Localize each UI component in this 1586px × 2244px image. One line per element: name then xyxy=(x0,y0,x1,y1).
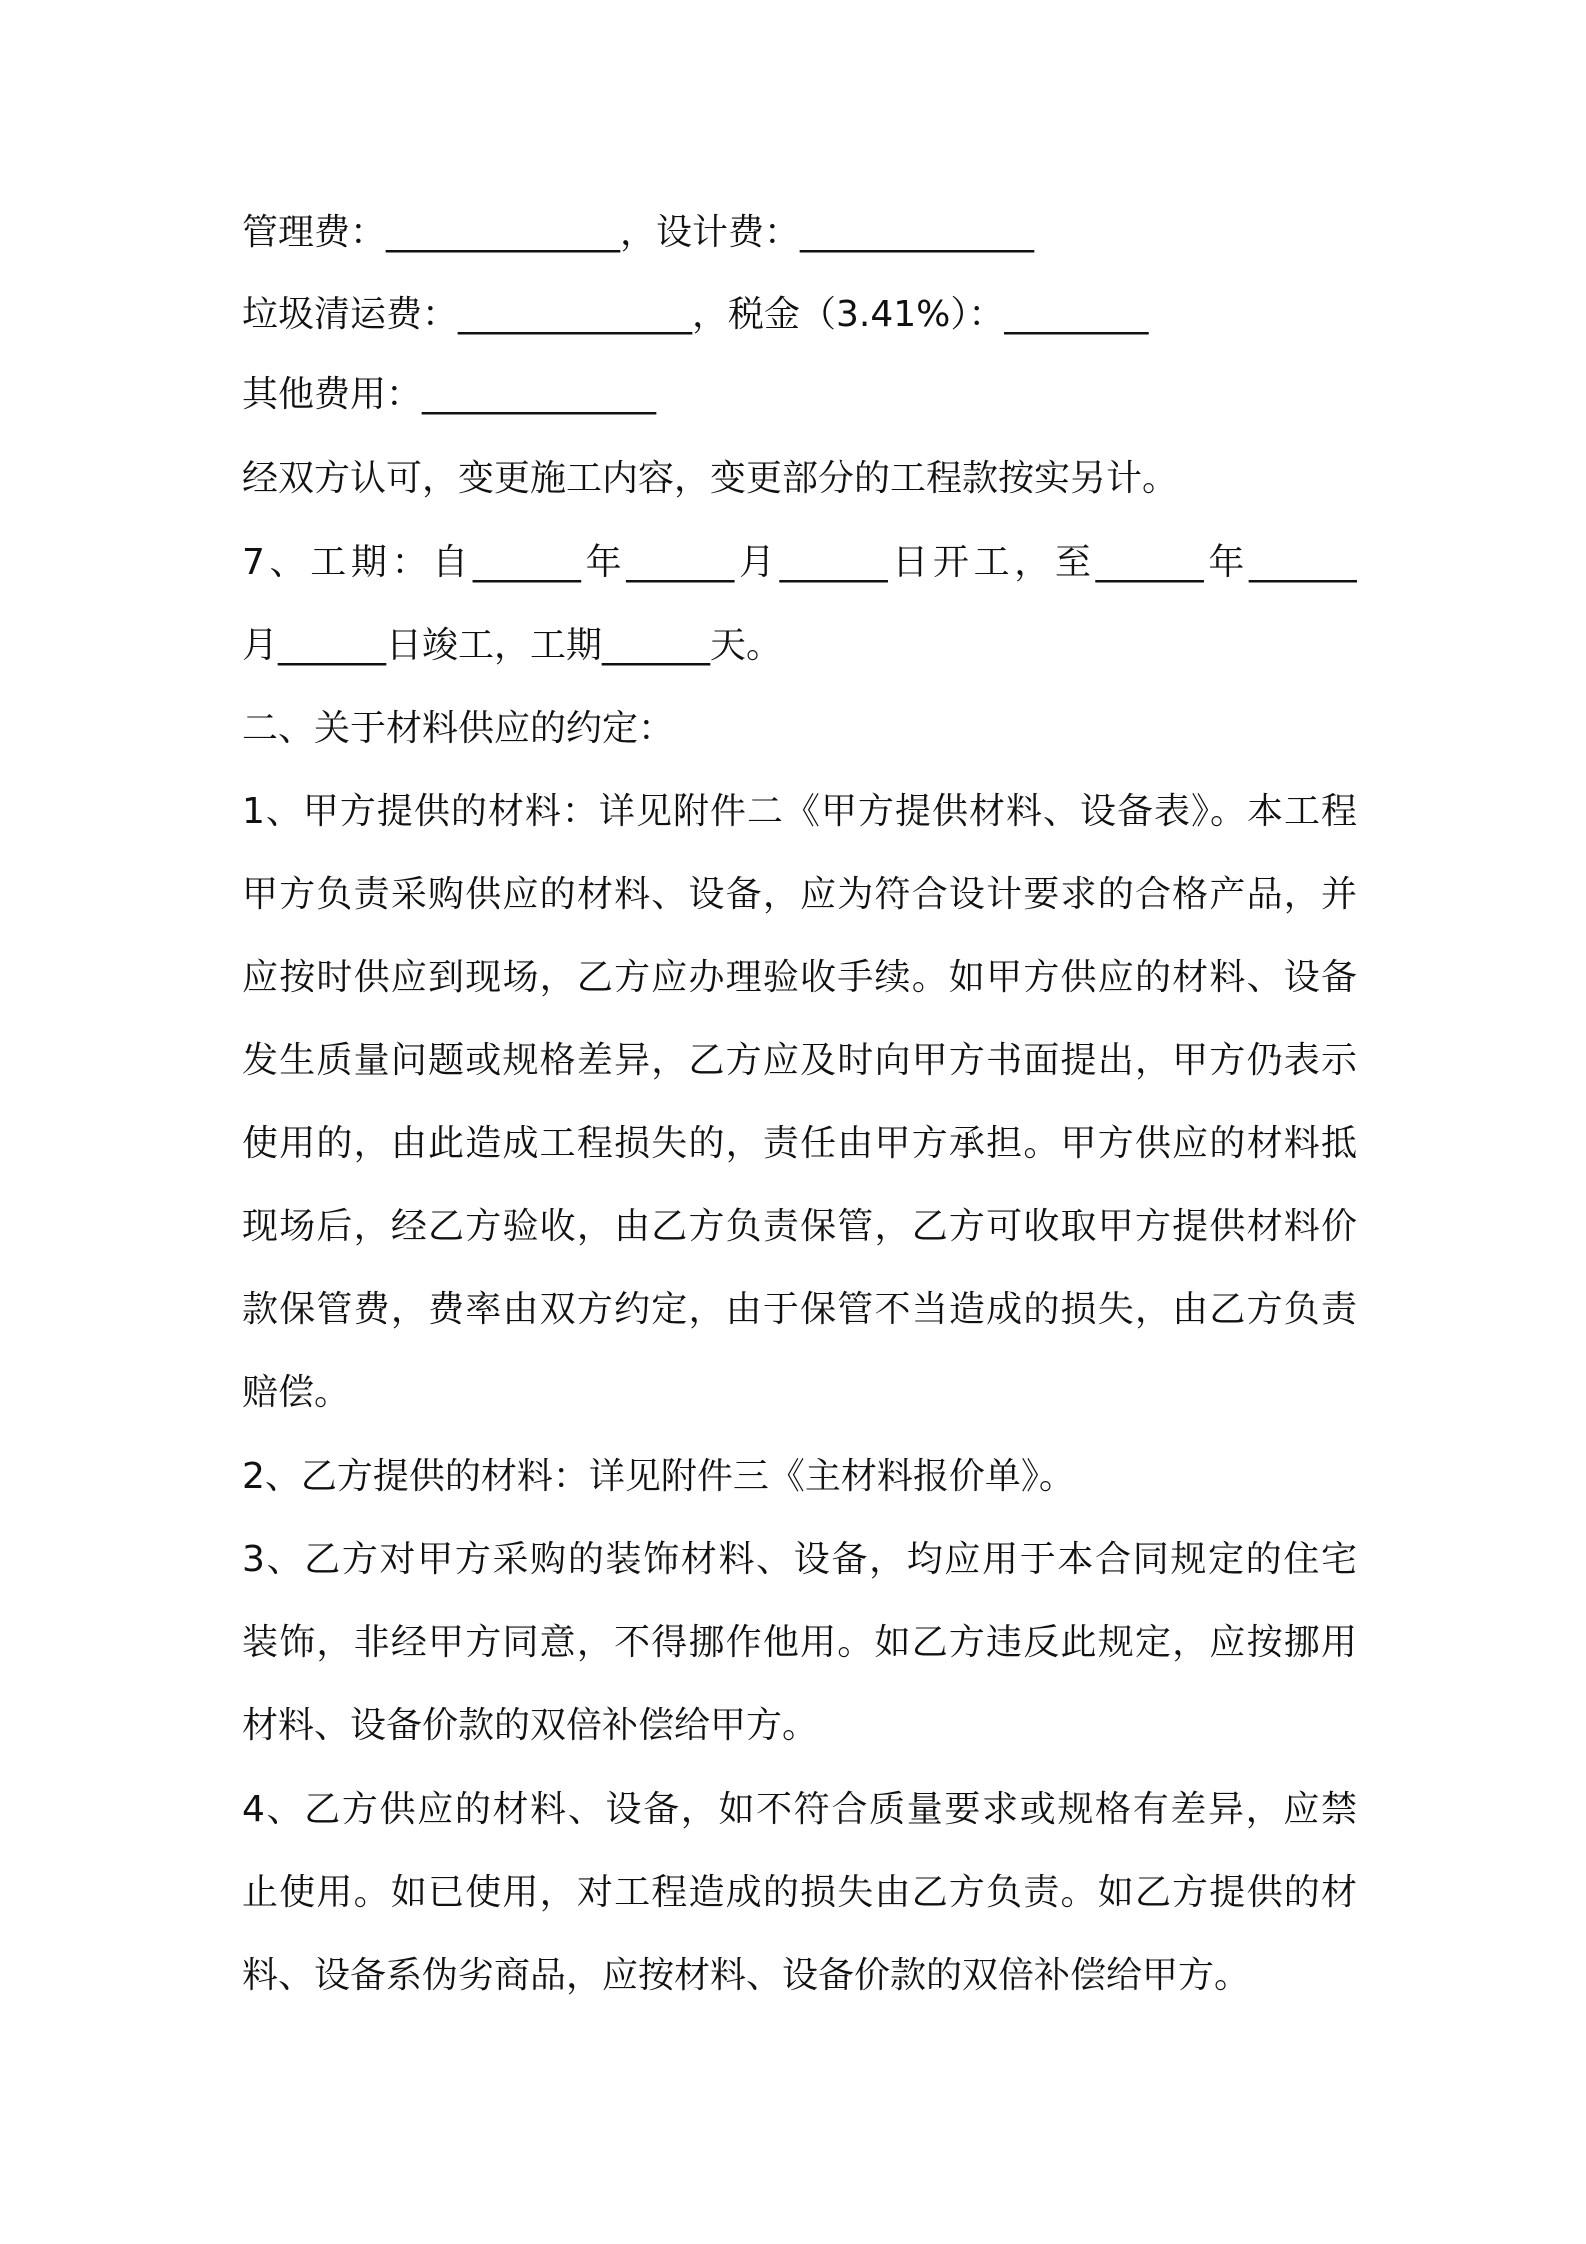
item3-line: 装饰，非经甲方同意，不得挪作他用。如乙方违反此规定，应按挪用 xyxy=(242,1622,1357,1663)
item1-line: 1、甲方提供的材料：详见附件二《甲方提供材料、设备表》。本工程 xyxy=(242,791,1357,832)
item1-line: 甲方负责采购供应的材料、设备，应为符合设计要求的合格产品，并 xyxy=(242,874,1357,915)
item2-line: 2、乙方提供的材料：详见附件三《主材料报价单》。 xyxy=(242,1456,1075,1497)
item1-line: 款保管费，费率由双方约定，由于保管不当造成的损失，由乙方负责 xyxy=(242,1289,1357,1330)
fee-line-waste-tax: 垃圾清运费：_____________，税金（3.41%）：________ xyxy=(242,294,1149,335)
fee-line-management-design: 管理费：_____________，设计费：_____________ xyxy=(242,212,1035,253)
item1-line: 现场后，经乙方验收，由乙方负责保管，乙方可收取甲方提供材料价 xyxy=(242,1206,1357,1247)
item1-line: 使用的，由此造成工程损失的，责任由甲方承担。甲方供应的材料抵 xyxy=(242,1123,1357,1164)
item1-line: 发生质量问题或规格差异，乙方应及时向甲方书面提出，甲方仍表示 xyxy=(242,1040,1357,1081)
section-heading-materials: 二、关于材料供应的约定： xyxy=(242,708,675,749)
duration-line-1: 7、工期：自______年______月______日开工，至______年______ xyxy=(242,542,1357,583)
duration-line-2: 月______日竣工，工期______天。 xyxy=(242,625,783,666)
item1-line: 赔偿。 xyxy=(242,1372,351,1413)
change-note: 经双方认可，变更施工内容，变更部分的工程款按实另计。 xyxy=(242,458,1179,499)
item4-line: 4、乙方供应的材料、设备，如不符合质量要求或规格有差异，应禁 xyxy=(242,1789,1357,1830)
item3-line: 3、乙方对甲方采购的装饰材料、设备，均应用于本合同规定的住宅 xyxy=(242,1539,1357,1580)
item4-line: 止使用。如已使用，对工程造成的损失由乙方负责。如乙方提供的材 xyxy=(242,1872,1357,1913)
item1-line: 应按时供应到现场，乙方应办理验收手续。如甲方供应的材料、设备 xyxy=(242,957,1357,998)
item4-line: 料、设备系伪劣商品，应按材料、设备价款的双倍补偿给甲方。 xyxy=(242,1955,1251,1996)
item3-line: 材料、设备价款的双倍补偿给甲方。 xyxy=(242,1705,819,1746)
fee-line-other: 其他费用：_____________ xyxy=(242,374,657,415)
